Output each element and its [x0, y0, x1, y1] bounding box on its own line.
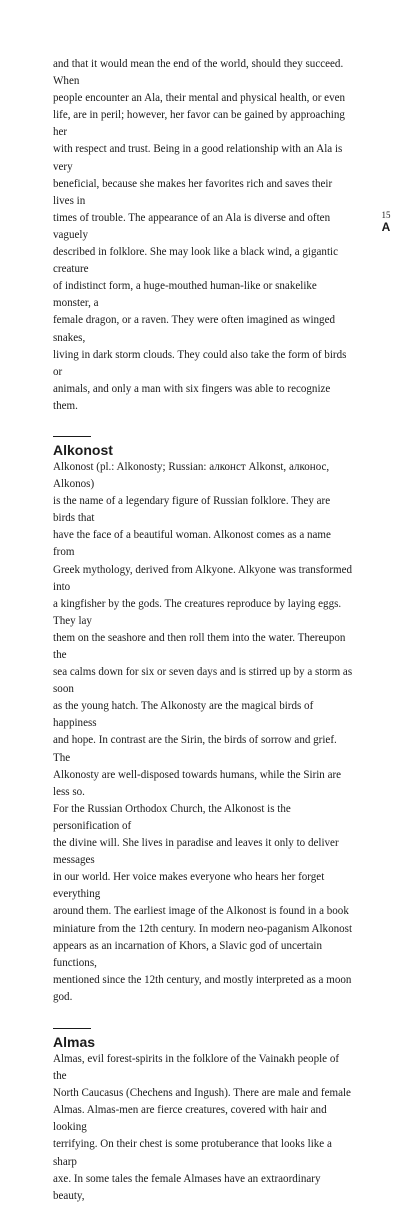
text-line: and that it would mean the end of the world, should they succeed. When	[53, 58, 344, 88]
text-line: miniature from the 12th century. In modern neo-paganism Alkonost	[53, 922, 353, 935]
text-line: Alkonosty are well-disposed towards humans, while the Sirin are less so.	[53, 768, 342, 798]
text-line: axe. In some tales the female Almases have an extraordinary beauty,	[53, 1172, 321, 1202]
text-line: of indistinct form, a huge-mouthed human-like or snakelike monster, a	[53, 280, 317, 310]
text-line: as the young hatch. The Alkonosty are the magical birds of happiness	[53, 700, 314, 730]
section-rule	[53, 1028, 91, 1029]
section-alkonost	[53, 436, 353, 1006]
text-line: life, are in peril; however, her favor can be gained by approaching her	[53, 109, 345, 139]
section-heading: Almas	[53, 1033, 96, 1050]
text-column	[53, 56, 353, 1205]
page-number: 15	[381, 210, 391, 220]
text-line: Almas, evil forest-spirits in the folklore of the Vainakh people of the	[53, 1052, 340, 1083]
text-line: the divine will. She lives in paradise and leaves it only to deliver messages	[53, 837, 339, 867]
text-line: For the Russian Orthodox Church, the Alkonost is the personification of	[53, 802, 291, 832]
text-line: appears as an incarnation of Khors, a Slavic god of uncertain functions,	[53, 939, 323, 969]
text-line: them on the seashore and then roll them into the water. Thereupon the	[53, 631, 346, 661]
text-line: animals, and only a man with six fingers was able to recognize them.	[53, 382, 331, 412]
text-line: sea calms down for six or seven days and is stirred up by a storm as soon	[53, 666, 353, 696]
text-line: Alkonost (pl.: Alkonosty; Russian: алконст Alkonst, алконос, Alkonos)	[53, 460, 330, 491]
intro-paragraph	[53, 56, 353, 415]
section-heading: Alkonost	[53, 441, 113, 458]
page-marker	[379, 210, 393, 234]
text-line: people encounter an Ala, their mental and physical health, or even	[53, 92, 346, 105]
section-almas	[53, 1028, 353, 1205]
text-line: is the name of a legendary figure of Russian folklore. They are birds that	[53, 495, 331, 525]
text-line: described in folklore. She may look like a black wind, a gigantic creature	[53, 246, 338, 276]
text-line: mentioned since the 12th century, and mostly interpreted as a moon god.	[53, 973, 352, 1003]
text-line: Greek mythology, derived from Alkyone. Alkyone was transformed into	[53, 563, 353, 593]
text-line: in our world. Her voice makes everyone who hears her forget everything	[53, 871, 325, 901]
text-line: around them. The earliest image of the Alkonost is found in a book	[53, 905, 349, 918]
section-rule	[53, 436, 91, 437]
text-line: living in dark storm clouds. They could also take the form of birds or	[53, 348, 347, 378]
text-line: terrifying. On their chest is some protuberance that looks like a sharp	[53, 1138, 332, 1168]
text-line: North Caucasus (Chechens and Ingush). There are male and female	[53, 1087, 351, 1100]
text-line: female dragon, or a raven. They were often imagined as winged snakes,	[53, 314, 335, 344]
text-line: Almas. Almas-men are fierce creatures, covered with hair and looking	[53, 1104, 327, 1134]
text-line: with respect and trust. Being in a good relationship with an Ala is very	[53, 143, 343, 173]
text-line: times of trouble. The appearance of an Ala is diverse and often vaguely	[53, 211, 331, 241]
text-line: and hope. In contrast are the Sirin, the birds of sorrow and grief. The	[53, 734, 337, 764]
text-line: a kingfisher by the gods. The creatures reproduce by laying eggs. They lay	[53, 597, 342, 627]
text-line: beneficial, because she makes her favorites rich and saves their lives in	[53, 177, 333, 207]
section-letter: A	[381, 220, 391, 234]
text-line: have the face of a beautiful woman. Alkonost comes as a name from	[53, 529, 331, 559]
